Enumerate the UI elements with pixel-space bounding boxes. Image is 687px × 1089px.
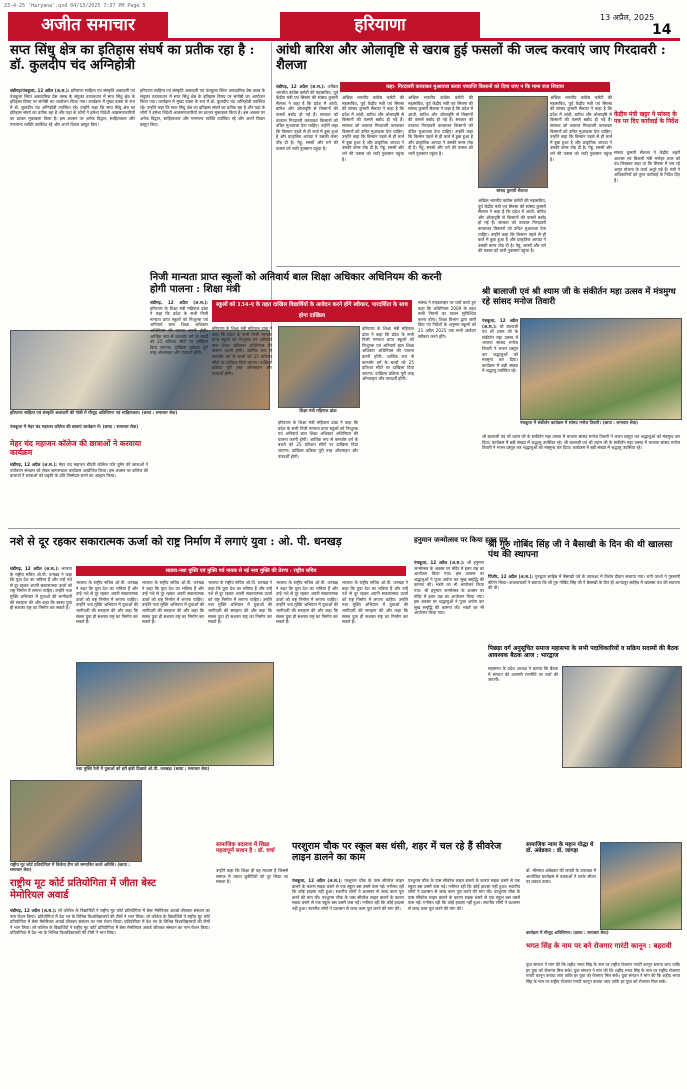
headline-parshuram: परशुराम चौक पर स्कूल बस धंसी, शहर में चल रहे हैं सीवरेज लाइन डालने का काम bbox=[292, 841, 502, 863]
article-body: लॉ कॉलेज के विद्यार्थियों ने राष्ट्रीय मूट कोर्ट प्रतियोगिता में बेस्ट मेमोरियल अवार्ड जीतकर संस्थान का नाम रोशन किया। प्रतियोगिता में देश भर के विभिन्न विश्वविद्यालयों की टीमों ने भाग लिया। bbox=[10, 913, 210, 930]
headline-niji-schools: निजी मान्यता प्राप्त स्कूलों को अनिवार्य बाल शिक्षा अधिकार अधिनियम की करनी होगी पालना : शिक्षा मंत्री bbox=[150, 272, 442, 295]
article-body: भाजपा के राष्ट्रीय सचिव ओ.पी. धनखड़ ने कहा कि युवा देश का भविष्य हैं और उन्हें नशे से दूर रहकर अपनी सकारात्मक ऊर्जा को राष्ट्र निर्माण में लगाना चाहिए। उन्होंने नशा मुक्ति अभियान में युवाओं की भागीदारी की सराहना की और कहा कि स्वस्थ युवा ही सशक्त राष्ट्र का निर्माण कर सकते हैं। bbox=[208, 580, 272, 625]
article-sapt-sindhu bbox=[10, 88, 135, 343]
photo-balaji-sankirtan bbox=[520, 318, 682, 420]
issue-date: 13 अप्रैल, 2025 bbox=[600, 13, 655, 22]
headline-sapt-sindhu: सप्त सिंधु क्षेत्र का इतिहास संघर्ष का प्रतीक रहा है : डॉ. कुलदीप चंद अग्निहोत्री bbox=[10, 43, 255, 73]
caption-kumari-selja: सांसद कुमारी सैलजा bbox=[496, 188, 528, 193]
caption-bharat: कार्यक्रम में मौजूद अतिथिगण। (छाया : समाचार सेवा) bbox=[526, 930, 609, 935]
article-body: भाजपा के राष्ट्रीय सचिव ओ.पी. धनखड़ ने कहा कि युवा देश का भविष्य हैं और उन्हें नशे से दूर रहकर अपनी सकारात्मक ऊर्जा को राष्ट्र निर्माण में लगाना चाहिए। उन्होंने नशा मुक्ति अभियान में युवाओं की भागीदारी की सराहना की और कहा कि स्वस्थ युवा ही सशक्त राष्ट्र का निर्माण कर सकते हैं। bbox=[10, 566, 72, 611]
article-body: हरियाणा के शिक्षा मंत्री महिपाल ढांडा ने कहा कि प्रदेश के सभी निजी मान्यता प्राप्त स्कूलों को निःशुल्क एवं अनिवार्य बाल शिक्षा अधिकार अधिनियम की पालना करनी होगी। आर्थिक रूप से कमजोर वर्ग के बच्चों को 25 प्रतिशत सीटों पर दाखिला दिया जाएगा। दाखिला प्रक्रिया पूरी तरह ऑनलाइन और पारदर्शी होगी। bbox=[362, 326, 414, 382]
article-moot bbox=[10, 908, 210, 1083]
masthead bbox=[0, 12, 687, 38]
article-body: युवा संगठन ने मांग की कि शहीद भगत सिंह के नाम पर राष्ट्रीय रोजगार गारंटी कानून बनाया जाए ताकि हर युवा को रोजगार मिल सके। bbox=[526, 973, 680, 984]
section-title: हरियाणा bbox=[280, 12, 480, 38]
article-body: अखिल भारतीय कांग्रेस कमेटी की महासचिव, पूर्व केंद्रीय मंत्री एवं सिरसा की सांसद कुमारी सैलजा ने कहा है कि प्रदेश में आंधी, बारिश और ओलावृष्टि से किसानों की फसलें बर्बाद हो गई हैं। सरकार को तत्काल गिरदावरी करवाकर किसानों को उचित मुआवजा देना चाहिए। उन्होंने कहा कि किसान पहले से ही कर्ज में डूबा हुआ है और प्राकृतिक आपदा ने उसकी कमर तोड़ दी है। गेहूं, सरसों और चने की फसल को भारी नुकसान पहुंचा है। bbox=[478, 198, 546, 254]
article-body: परशुराम चौक के पास सीवरेज लाइन डालने के कारण सड़क धंसने से एक स्कूल बस उसमें फंस गई। गनीमत रही कि कोई हादसा नहीं हुआ। स्थानीय लोगों ने प्रशासन से जल्द काम पूरा करने की मांग की। bbox=[292, 878, 404, 900]
article-niji-col1 bbox=[150, 300, 208, 520]
article-body: भाजपा के राष्ट्रीय सचिव ओ.पी. धनखड़ ने कहा कि युवा देश का भविष्य हैं और उन्हें नशे से दूर रहकर अपनी सकारात्मक ऊर्जा को राष्ट्र निर्माण में लगाना चाहिए। उन्होंने नशा मुक्ति अभियान में युवाओं की भागीदारी की सराहना की और कहा कि स्वस्थ युवा ही सशक्त राष्ट्र का निर्माण कर सकते हैं। bbox=[76, 580, 138, 625]
headline-nashe: नशे से दूर रहकर सकारात्मक ऊर्जा को राष्ट्र निर्माण में लगाएं युवा : ओ. पी. धनखड़ bbox=[10, 535, 342, 548]
caption-sapt-sindhu: हरियाणा साहित्य एवं संस्कृति अकादमी की गोष्ठी में मौजूद अतिथिगण एवं साहित्यकार। (छाया : समाचार सेवा) bbox=[10, 410, 178, 415]
dateline: चंडीगढ़, 12 अप्रैल (अ.स.): bbox=[10, 566, 59, 571]
article-body: मेहर चंद महाजन डीएवी कॉलेज फॉर वूमेन की छात्राओं ने पर्यावरण संरक्षण को लेकर जागरूकता कार्यक्रम आयोजित किया। इस अवसर पर कॉलेज की प्राचार्या ने छात्राओं को प्रकृति के प्रति जिम्मेदार बनने का आह्वान किया। bbox=[10, 462, 148, 479]
headline-meharchand: मेहर चंद महाजन कॉलेज की छात्राओं ने करवाया कार्यक्रम bbox=[10, 439, 142, 457]
dateline: चंडीगढ़, 12 अप्रैल (अ.स.): bbox=[150, 300, 208, 305]
article-body: हरियाणा के शिक्षा मंत्री महिपाल ढांडा ने कहा कि प्रदेश के सभी निजी मान्यता प्राप्त स्कूलों को निःशुल्क एवं अनिवार्य बाल शिक्षा अधिकार अधिनियम की पालना करनी होगी। आर्थिक रूप से कमजोर वर्ग के बच्चों को 25 प्रतिशत सीटों पर दाखिला दिया जाएगा। दाखिला प्रक्रिया पूरी तरह ऑनलाइन और पारदर्शी होगी। bbox=[150, 305, 208, 356]
article-aandhi-col5 bbox=[550, 95, 612, 265]
photo-kumari-selja bbox=[478, 96, 548, 188]
article-body: युवा संगठन ने मांग की कि शहीद भगत सिंह के नाम पर राष्ट्रीय रोजगार गारंटी कानून बनाया जाए ताकि हर युवा को रोजगार मिल सके। bbox=[526, 962, 680, 973]
photo-education-minister bbox=[278, 326, 360, 408]
dateline: चंडीगढ़, 12 अप्रैल (अ.स.): bbox=[10, 908, 57, 913]
article-meharchand bbox=[10, 462, 148, 522]
article-body: अखिल भारतीय कांग्रेस कमेटी की महासचिव, पूर्व केंद्रीय मंत्री एवं सिरसा की सांसद कुमारी सैलजा ने कहा है कि प्रदेश में आंधी, बारिश और ओलावृष्टि से किसानों की फसलें बर्बाद हो गई हैं। सरकार को तत्काल गिरदावरी करवाकर किसानों को उचित मुआवजा देना चाहिए। उन्होंने कहा कि किसान पहले से ही कर्ज में डूबा हुआ है और प्राकृतिक आपदा ने उसकी कमर तोड़ दी है। गेहूं, सरसों और चने की फसल को भारी नुकसान पहुंचा है। bbox=[342, 95, 404, 162]
caption-nashe: नशा मुक्ति रैली में युवाओं को हरी झंडी दिखाते ओ.पी. धनखड़। (छाया : समाचार सेवा) bbox=[76, 766, 210, 771]
article-body: श्री बालाजी एवं श्री श्याम जी के संकीर्तन महा उत्सव में भाजपा सांसद मनोज तिवारी ने भजन प्रस्तुत कर श्रद्धालुओं को मंत्रमुग्ध कर दिया। कार्यक्रम में बड़ी संख्या में श्रद्धालु उपस्थित रहे। bbox=[482, 434, 680, 445]
article-body: श्री बालाजी एवं श्री श्याम जी के संकीर्तन महा उत्सव में भाजपा सांसद मनोज तिवारी ने भजन प्रस्तुत कर श्रद्धालुओं को मंत्रमुग्ध कर दिया। कार्यक्रम में बड़ी संख्या में श्रद्धालु उपस्थित रहे। bbox=[482, 323, 518, 374]
article-guru-gobind bbox=[488, 574, 680, 642]
headline-balaji: श्री बालाजी एवं श्री श्याम जी के संकीर्तन महा उत्सव में मंत्रमुग्ध रहे सांसद मनोज तिवारी bbox=[482, 287, 676, 307]
dateline: पंचकूला, 12 अप्रैल (अ.स.): bbox=[414, 560, 465, 565]
article-body: परशुराम चौक के पास सीवरेज लाइन डालने के कारण सड़क धंसने से एक स्कूल बस उसमें फंस गई। गनीमत रही कि कोई हादसा नहीं हुआ। स्थानीय लोगों ने प्रशासन से जल्द काम पूरा करने की मांग की। bbox=[292, 894, 404, 911]
section-divider bbox=[8, 528, 680, 529]
caption-balaji: पंचकूला में संकीर्तन कार्यक्रम में सांसद मनोज तिवारी। (छाया : समाचार सेवा) bbox=[520, 420, 638, 425]
article-body: हरियाणा के शिक्षा मंत्री महिपाल ढांडा ने कहा कि प्रदेश के सभी निजी मान्यता प्राप्त स्कूलों को निःशुल्क एवं अनिवार्य बाल शिक्षा अधिकार अधिनियम की पालना करनी होगी। आर्थिक रूप से कमजोर वर्ग के बच्चों को 25 प्रतिशत सीटों पर दाखिला दिया जाएगा। दाखिला प्रक्रिया पूरी तरह ऑनलाइन और पारदर्शी होगी। bbox=[212, 326, 272, 376]
headline-samajik-nyay: सामाजिक न्याय के महान योद्धा थे डॉ. अंबेडकर : डॉ. जांगड़ा bbox=[526, 842, 594, 855]
headline-samajik-badlav: सामाजिक बदलाव में शिक्षा महत्वपूर्ण साधन है : डॉ. चर्चा bbox=[216, 842, 275, 855]
article-niji-col3 bbox=[362, 326, 414, 520]
article-nashe-col3 bbox=[142, 580, 204, 660]
article-body: लॉ कॉलेज के विद्यार्थियों ने राष्ट्रीय मूट कोर्ट प्रतियोगिता में बेस्ट मेमोरियल अवार्ड जीतकर संस्थान का नाम रोशन किया। प्रतियोगिता में देश भर के विभिन्न विश्वविद्यालयों की टीमों ने भाग लिया। bbox=[10, 924, 210, 936]
caption-moot: राष्ट्रीय मूट कोर्ट प्रतियोगिता में विजेता टीम को सम्मानित करते अतिथि। (छाया : समाचार सेवा) bbox=[10, 862, 130, 873]
article-samajik-badlav: उन्होंने कहा कि शिक्षा ही वह माध्यम है जिससे समाज में व्याप्त कुरीतियों को दूर किया जा सकता है। bbox=[216, 868, 288, 885]
article-body: अखिल भारतीय कांग्रेस कमेटी की महासचिव, पूर्व केंद्रीय मंत्री एवं सिरसा की सांसद कुमारी सैलजा ने कहा है कि प्रदेश में आंधी, बारिश और ओलावृष्टि से किसानों की फसलें बर्बाद हो गई हैं। सरकार को तत्काल गिरदावरी करवाकर किसानों को उचित मुआवजा देना चाहिए। उन्होंने कहा कि किसान पहले से ही कर्ज में डूबा हुआ है और प्राकृतिक आपदा ने उसकी कमर तोड़ दी है। गेहूं, सरसों और चने की फसल को भारी नुकसान पहुंचा है। bbox=[276, 84, 338, 151]
file-info-strip: 23-4-25 'Haryana'.qxd 04/13/2025 7:37 PM Page 5 bbox=[4, 3, 146, 9]
masthead-rule bbox=[8, 38, 680, 41]
article-parshuram-col2 bbox=[408, 878, 520, 1083]
photo-moot-court bbox=[10, 780, 142, 862]
headline-khattar: केंद्रीय मंत्री खट्टर ने सांसद के पत्र पर दिए कार्रवाई के निर्देश bbox=[614, 111, 679, 125]
article-khattar: सांसद कुमारी सैलजा ने केंद्रीय शहरी आवास एवं बिजली मंत्री मनोहर लाल को पत्र लिखकर कहा था कि सिरसा में चल रहे अमृत योजना के कार्य अधूरे पड़े हैं। मंत्री ने अधिकारियों को तुरंत कार्रवाई के निर्देश दिए हैं। bbox=[614, 150, 680, 183]
headline-moot: राष्ट्रीय मूट कोर्ट प्रतियोगिता में जीता बेस्ट मेमोरियल अवार्ड bbox=[10, 878, 156, 901]
article-hanuman bbox=[414, 560, 484, 795]
subhead-aandhi: कहा- गिरदावरी करवाकर मुआवजा करवा पत्र्याप्ति किसानों को दिया जाए न कि मामा राज शिवाया bbox=[340, 82, 610, 92]
article-nashe-col5 bbox=[276, 580, 338, 835]
article-body: गुरुद्वारा साहिब में बैसाखी पर्व के उपलक्ष्य में विशेष दीवान सजाया गया। रागी जत्थों ने गुरबाणी कीर्तन किया। कथावाचकों ने बताया कि श्री गुरु गोबिंद सिंह जी ने बैसाखी के दिन ही आनंदपुर साहिब में खालसा पंथ की स्थापना की थी। bbox=[488, 574, 680, 591]
photo-nashe-rally bbox=[76, 662, 274, 766]
article-niji-col4 bbox=[278, 420, 358, 520]
article-parshuram-col1 bbox=[292, 878, 404, 1083]
article-body: लॉ कॉलेज के विद्यार्थियों ने राष्ट्रीय मूट कोर्ट प्रतियोगिता में बेस्ट मेमोरियल अवार्ड जीतकर संस्थान का नाम रोशन किया। प्रतियोगिता में देश भर के विभिन्न विश्वविद्यालयों की टीमों ने भाग लिया। bbox=[10, 908, 210, 919]
article-body: अखिल भारतीय कांग्रेस कमेटी की महासचिव, पूर्व केंद्रीय मंत्री एवं सिरसा की सांसद कुमारी सैलजा ने कहा है कि प्रदेश में आंधी, बारिश और ओलावृष्टि से किसानों की फसलें बर्बाद हो गई हैं। सरकार को तत्काल गिरदावरी करवाकर किसानों को उचित मुआवजा देना चाहिए। उन्होंने कहा कि किसान पहले से ही कर्ज में डूबा हुआ है और प्राकृतिक आपदा ने उसकी कमर तोड़ दी है। गेहूं, सरसों और चने की फसल को भारी नुकसान पहुंचा है। bbox=[408, 95, 473, 156]
dateline: चंडीगढ़/पंचकूला, 12 अप्रैल (अ.स.): bbox=[10, 88, 70, 93]
article-pichhda: महासभा के प्रदेश अध्यक्ष ने बताया कि बैठक में संगठन की आगामी रणनीति पर चर्चा की जाएगी। bbox=[488, 666, 558, 683]
headline-aandhi: आंधी बारिश और ओलावृष्टि से खराब हुई फसलों की जल्द करवाएं जाए गिरदावरी : शैलजा bbox=[276, 43, 666, 73]
dateline: पिंजौर, 12 अप्रैल (अ.स.): bbox=[488, 574, 534, 579]
photo-ambedkar-event bbox=[600, 842, 682, 930]
caption-education-minister: शिक्षा मंत्री महिपाल ढांडा bbox=[299, 408, 337, 413]
article-niji-col2 bbox=[212, 326, 272, 520]
article-nashe-col2 bbox=[76, 580, 138, 660]
article-body: श्री बालाजी एवं श्री श्याम जी के संकीर्तन महा उत्सव में भाजपा सांसद मनोज तिवारी ने भजन प्रस्तुत कर श्रद्धालुओं को मंत्रमुग्ध कर दिया। कार्यक्रम में बड़ी संख्या में श्रद्धालु उपस्थित रहे। bbox=[482, 439, 680, 451]
dateline: पंचकूला, 12 अप्रैल (अ.स.): bbox=[292, 878, 343, 883]
article-body: भाजपा के राष्ट्रीय सचिव ओ.पी. धनखड़ ने कहा कि युवा देश का भविष्य हैं और उन्हें नशे से दूर रहकर अपनी सकारात्मक ऊर्जा को राष्ट्र निर्माण में लगाना चाहिए। उन्होंने नशा मुक्ति अभियान में युवाओं की भागीदारी की सराहना की और कहा कि स्वस्थ युवा ही सशक्त राष्ट्र का निर्माण कर सकते हैं। bbox=[142, 580, 204, 625]
article-body: हरियाणा साहित्य एवं संस्कृति अकादमी एवं पंचकूला स्थित अकादमिक प्रेस क्लब के संयुक्त तत्वावधान में सप्त सिंधु क्षेत्र के इतिहास विषय पर संगोष्ठी का आयोजन किया गया। कार्यक्रम में मुख्य वक्ता के रूप में डॉ. कुलदीप चंद अग्निहोत्री उपस्थित रहे। उन्होंने कहा कि सप्त सिंधु क्षेत्र का इतिहास संघर्ष का प्रतीक रहा है और यहां के लोगों ने हमेशा विदेशी आक्रमणकारियों का डटकर मुकाबला किया है। इस अवसर पर अनेक विद्वान, साहित्यकार और गणमान्य व्यक्ति उपस्थित रहे और अपने विचार प्रस्तुत किए। bbox=[10, 88, 135, 127]
article-body: हरियाणा के शिक्षा मंत्री महिपाल ढांडा ने कहा कि प्रदेश के सभी निजी मान्यता प्राप्त स्कूलों को निःशुल्क एवं अनिवार्य बाल शिक्षा अधिकार अधिनियम की पालना करनी होगी। आर्थिक रूप से कमजोर वर्ग के बच्चों को 25 प्रतिशत सीटों पर दाखिला दिया जाएगा। दाखिला प्रक्रिया पूरी तरह ऑनलाइन और पारदर्शी होगी। bbox=[278, 420, 358, 459]
article-body: श्री हनुमान जन्मोत्सव के अवसर पर मंदिर में हवन यज्ञ का आयोजन किया गया। इस अवसर पर श्रद्धालुओं ने पूजा अर्चना कर सुख समृद्धि की कामना की। भंडारे का भी आयोजन किया गया। bbox=[414, 587, 484, 616]
page-number: 14 bbox=[652, 22, 672, 38]
article-body: अखिल भारतीय कांग्रेस कमेटी की महासचिव, पूर्व केंद्रीय मंत्री एवं सिरसा की सांसद कुमारी सैलजा ने कहा है कि प्रदेश में आंधी, बारिश और ओलावृष्टि से किसानों की फसलें बर्बाद हो गई हैं। सरकार को तत्काल गिरदावरी करवाकर किसानों को उचित मुआवजा देना चाहिए। उन्होंने कहा कि किसान पहले से ही कर्ज में डूबा हुआ है और प्राकृतिक आपदा ने उसकी कमर तोड़ दी है। गेहूं, सरसों और चने की फसल को भारी नुकसान पहुंचा है। bbox=[550, 95, 612, 162]
caption-meharchand: पंचकूला में मेहर चंद महाजन कॉलेज की छात्राएं कार्यक्रम में। (छाया : समाचार सेवा) bbox=[10, 424, 139, 429]
article-body: भाजपा के राष्ट्रीय सचिव ओ.पी. धनखड़ ने कहा कि युवा देश का भविष्य हैं और उन्हें नशे से दूर रहकर अपनी सकारात्मक ऊर्जा को राष्ट्र निर्माण में लगाना चाहिए। उन्होंने नशा मुक्ति अभियान में युवाओं की भागीदारी की सराहना की और कहा कि स्वस्थ युवा ही सशक्त राष्ट्र का निर्माण कर सकते हैं। bbox=[276, 580, 338, 625]
dateline: चंडीगढ़, 12 अप्रैल (अ.स.): bbox=[10, 462, 57, 467]
article-samajik-nyay: डॉ. भीमराव अंबेडकर की जयंती के उपलक्ष्य में आयोजित कार्यक्रम में वक्ताओं ने उनके जीवन पर प्रकाश डाला। bbox=[526, 868, 596, 885]
article-body: परशुराम चौक के पास सीवरेज लाइन डालने के कारण सड़क धंसने से एक स्कूल बस उसमें फंस गई। गनीमत रही कि कोई हादसा नहीं हुआ। स्थानीय लोगों ने प्रशासन से जल्द काम पूरा करने की मांग की। bbox=[408, 889, 520, 911]
subhead-niji: स्कूलों को 134-ए के तहत दाखिल विद्यार्थियों के आवेदन करने होंगे स्वीकार, पारदर्शिता के साथ होगा दाखिला bbox=[212, 300, 412, 322]
article-bharat bbox=[526, 962, 680, 1083]
article-body: परशुराम चौक के पास सीवरेज लाइन डालने के कारण सड़क धंसने से एक स्कूल बस उसमें फंस गई। गनीमत रही कि कोई हादसा नहीं हुआ। स्थानीय लोगों ने प्रशासन से जल्द काम पूरा करने की मांग की। bbox=[408, 878, 520, 895]
headline-bharat: भगत सिंह के नाम पर बने रोजगार गारंटी कानून : बहरावी bbox=[526, 941, 672, 950]
newspaper-name: अजीत समाचार bbox=[8, 12, 168, 38]
article-right-mid: सांसद ने गाइडलाइन पर चर्चा करते हुए कहा कि अधिनियम 2009 के तहत सभी नियमों का पालन सुनिश्चित करना होगा। शिक्षा विभाग द्वारा जारी किए गए निर्देशों के अनुसार स्कूलों को 21 अप्रैल 2025 तक सभी आवेदन स्वीकार करने होंगे। bbox=[418, 300, 476, 339]
section-divider bbox=[276, 266, 680, 267]
article-balaji-cont bbox=[482, 434, 680, 524]
dateline: पंचकूला, 12 अप्रैल (अ.स.): bbox=[482, 318, 518, 329]
article-body: युवा संगठन ने मांग की कि शहीद भगत सिंह के नाम पर राष्ट्रीय रोजगार गारंटी कानून बनाया जाए ताकि हर युवा को रोजगार मिल सके। bbox=[526, 967, 680, 979]
article-nashe-col6 bbox=[342, 580, 408, 835]
article-nashe-col4 bbox=[208, 580, 272, 660]
article-body: हरियाणा साहित्य एवं संस्कृति अकादमी एवं पंचकूला स्थित अकादमिक प्रेस क्लब के संयुक्त तत्वावधान में सप्त सिंधु क्षेत्र के इतिहास विषय पर संगोष्ठी का आयोजन किया गया। कार्यक्रम में मुख्य वक्ता के रूप में डॉ. कुलदीप चंद अग्निहोत्री उपस्थित रहे। उन्होंने कहा कि सप्त सिंधु क्षेत्र का इतिहास संघर्ष का प्रतीक रहा है और यहां के लोगों ने हमेशा विदेशी आक्रमणकारियों का डटकर मुकाबला किया है। इस अवसर पर अनेक विद्वान, साहित्यकार और गणमान्य व्यक्ति उपस्थित रहे और अपने विचार प्रस्तुत किए। bbox=[140, 88, 265, 127]
headline-pichhda: पिछड़ा वर्ग अनुसूचित समाज महासभा के सभी पदाधिकारियों व सक्रिय सदस्यों की बैठक आवश्यक बैठक आज : भारद्वाज bbox=[488, 645, 679, 659]
article-body: भाजपा के राष्ट्रीय सचिव ओ.पी. धनखड़ ने कहा कि युवा देश का भविष्य हैं और उन्हें नशे से दूर रहकर अपनी सकारात्मक ऊर्जा को राष्ट्र निर्माण में लगाना चाहिए। उन्होंने नशा मुक्ति अभियान में युवाओं की भागीदारी की सराहना की और कहा कि स्वस्थ युवा ही सशक्त राष्ट्र का निर्माण कर सकते हैं। bbox=[342, 580, 408, 625]
article-body: श्री हनुमान जन्मोत्सव के अवसर पर मंदिर में हवन यज्ञ का आयोजन किया गया। इस अवसर पर श्रद्धालुओं ने पूजा अर्चना कर सुख समृद्धि की कामना की। भंडारे का भी आयोजन किया गया। bbox=[414, 560, 484, 593]
subhead-nashe: लाडवा-नशा मुक्ति एवं मुक्ति पर्व नायक से नई नशा मुक्ति की प्रेरणा : राष्ट्रीय सचिव bbox=[76, 566, 406, 576]
photo-pichhda-meeting bbox=[562, 666, 682, 768]
dateline: चंडीगढ़, 12 अप्रैल (अ.स.): bbox=[276, 84, 325, 89]
article-balaji-col1 bbox=[482, 318, 518, 453]
headline-hanuman: हनुमान जन्मोत्सव पर किया हवन यज्ञ bbox=[414, 535, 508, 544]
headline-guru-gobind: श्री गुरु गोबिंद सिंह जी ने बैसाखी के दिन की थी खालसा पंथ की स्थापना bbox=[488, 540, 673, 561]
